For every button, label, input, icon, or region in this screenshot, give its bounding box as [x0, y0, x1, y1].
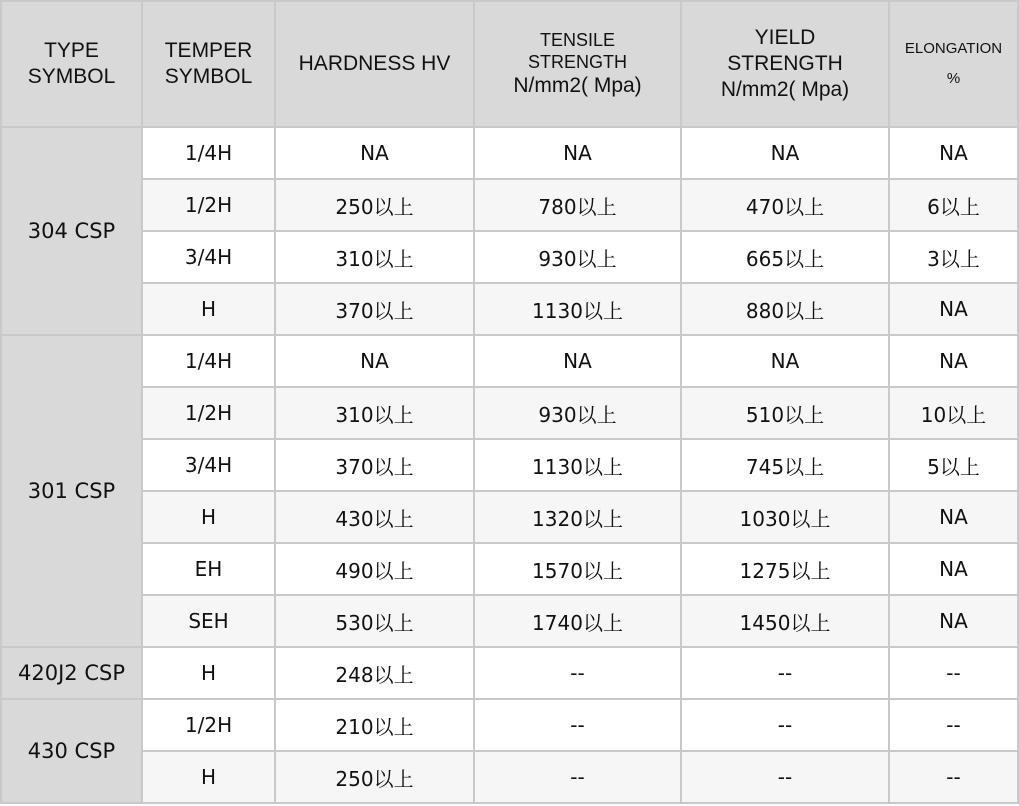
tensile-cell: NA — [474, 127, 681, 179]
type-symbol-cell: 301 CSP — [1, 335, 142, 647]
elongation-cell: 6以上 — [889, 179, 1018, 231]
temper-cell: H — [142, 647, 275, 699]
header-row — [1, 1, 1018, 127]
tensile-cell: -- — [474, 647, 681, 699]
hardness-cell: NA — [275, 335, 474, 387]
temper-cell: 1/2H — [142, 387, 275, 439]
table-row — [1, 751, 1018, 803]
elongation-cell: 3以上 — [889, 231, 1018, 283]
table-header — [1, 1, 1018, 127]
elongation-cell: NA — [889, 595, 1018, 647]
hardness-cell: 310以上 — [275, 387, 474, 439]
table-row — [1, 179, 1018, 231]
elongation-cell: -- — [889, 751, 1018, 803]
tensile-cell: -- — [474, 699, 681, 751]
header-type-line2: SYMBOL — [27, 65, 116, 88]
temper-cell: 1/2H — [142, 699, 275, 751]
temper-cell: 3/4H — [142, 231, 275, 283]
temper-cell: H — [142, 491, 275, 543]
header-yield-unit: N/mm2( Mpa) — [720, 78, 850, 101]
temper-cell: 3/4H — [142, 439, 275, 491]
header-yield-line1: YIELD — [754, 26, 816, 49]
elongation-cell: 10以上 — [889, 387, 1018, 439]
yield-cell: 745以上 — [681, 439, 889, 491]
hardness-cell: 250以上 — [275, 751, 474, 803]
yield-cell: 880以上 — [681, 283, 889, 335]
yield-cell: 1030以上 — [681, 491, 889, 543]
tensile-cell: 1130以上 — [474, 439, 681, 491]
tensile-cell: 1570以上 — [474, 543, 681, 595]
table-row — [1, 595, 1018, 647]
header-hardness-label: HARDNESS HV — [298, 52, 451, 75]
elongation-cell: -- — [889, 647, 1018, 699]
temper-cell: 1/2H — [142, 179, 275, 231]
header-type-line1: TYPE — [44, 39, 99, 62]
hardness-cell: 490以上 — [275, 543, 474, 595]
header-tensile-line1: TENSILE — [539, 30, 616, 50]
table-row — [1, 699, 1018, 751]
tensile-cell: NA — [474, 335, 681, 387]
yield-cell: -- — [681, 699, 889, 751]
tensile-cell: 930以上 — [474, 387, 681, 439]
table-row — [1, 439, 1018, 491]
tensile-cell: 930以上 — [474, 231, 681, 283]
hardness-cell: 370以上 — [275, 283, 474, 335]
type-symbol-cell: 420J2 CSP — [1, 647, 142, 699]
header-hardness — [275, 1, 474, 127]
header-elongation — [889, 1, 1018, 127]
hardness-cell: 370以上 — [275, 439, 474, 491]
hardness-cell: 248以上 — [275, 647, 474, 699]
header-temper-line2: SYMBOL — [164, 65, 253, 88]
header-tensile-line2: STRENGTH — [528, 52, 627, 72]
elongation-cell: NA — [889, 543, 1018, 595]
table-row — [1, 387, 1018, 439]
header-temper-line1: TEMPER — [164, 39, 253, 62]
temper-cell: 1/4H — [142, 127, 275, 179]
header-yield-line2: STRENGTH — [727, 52, 843, 75]
hardness-cell: 210以上 — [275, 699, 474, 751]
elongation-cell: 5以上 — [889, 439, 1018, 491]
hardness-cell: 250以上 — [275, 179, 474, 231]
yield-cell: 665以上 — [681, 231, 889, 283]
temper-cell: H — [142, 283, 275, 335]
header-yield — [681, 1, 889, 127]
yield-cell: -- — [681, 647, 889, 699]
yield-cell: 1450以上 — [681, 595, 889, 647]
table-row — [1, 491, 1018, 543]
temper-cell: SEH — [142, 595, 275, 647]
yield-cell: 510以上 — [681, 387, 889, 439]
tensile-cell: 780以上 — [474, 179, 681, 231]
tensile-cell: 1320以上 — [474, 491, 681, 543]
table-row — [1, 335, 1018, 387]
elongation-cell: NA — [889, 335, 1018, 387]
hardness-cell: 530以上 — [275, 595, 474, 647]
yield-cell: NA — [681, 127, 889, 179]
table-row — [1, 647, 1018, 699]
elongation-cell: NA — [889, 283, 1018, 335]
elongation-cell: -- — [889, 699, 1018, 751]
hardness-cell: NA — [275, 127, 474, 179]
header-elongation-line2: % — [946, 70, 961, 87]
header-elongation-line1: ELONGATION — [904, 40, 1003, 57]
tensile-cell: 1130以上 — [474, 283, 681, 335]
header-temper-symbol — [142, 1, 275, 127]
temper-cell: 1/4H — [142, 335, 275, 387]
hardness-cell: 430以上 — [275, 491, 474, 543]
elongation-cell: NA — [889, 491, 1018, 543]
tensile-cell: -- — [474, 751, 681, 803]
table-row — [1, 231, 1018, 283]
yield-cell: 1275以上 — [681, 543, 889, 595]
temper-cell: H — [142, 751, 275, 803]
yield-cell: -- — [681, 751, 889, 803]
table-body — [1, 127, 1018, 803]
elongation-cell: NA — [889, 127, 1018, 179]
header-tensile — [474, 1, 681, 127]
table-row — [1, 127, 1018, 179]
yield-cell: 470以上 — [681, 179, 889, 231]
header-tensile-unit: N/mm2( Mpa) — [513, 74, 642, 97]
table-row — [1, 543, 1018, 595]
header-type-symbol — [1, 1, 142, 127]
type-symbol-cell: 304 CSP — [1, 127, 142, 335]
yield-cell: NA — [681, 335, 889, 387]
hardness-cell: 310以上 — [275, 231, 474, 283]
type-symbol-cell: 430 CSP — [1, 699, 142, 803]
temper-cell: EH — [142, 543, 275, 595]
tensile-cell: 1740以上 — [474, 595, 681, 647]
table-row — [1, 283, 1018, 335]
